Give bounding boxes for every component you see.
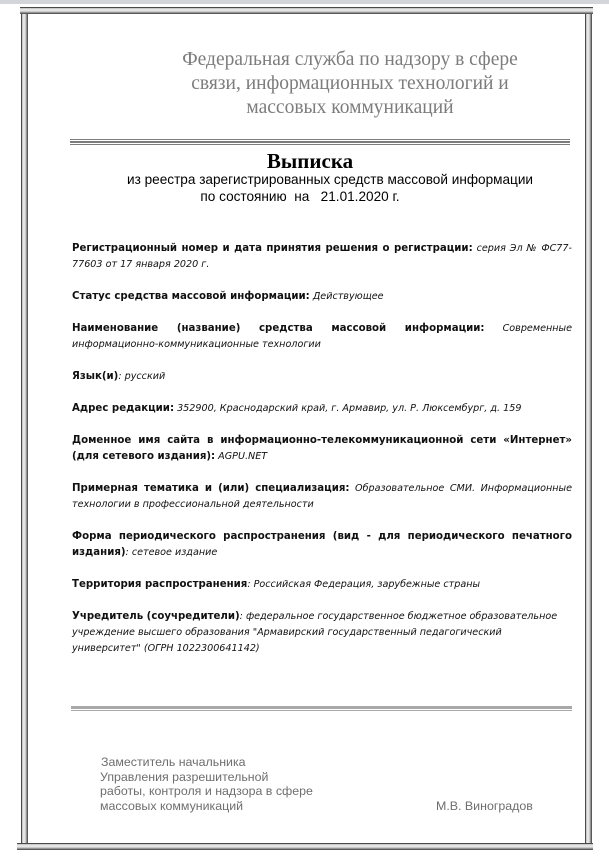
agency-line: массовых коммуникаций [246, 97, 454, 118]
field-label: Территория распространения [72, 579, 248, 590]
registry-fields [72, 241, 572, 673]
field-value: : федеральное государственное бюджетное образовательное учреждение высшего образования "Армавирский государственный педагогический университет" (ОГРН 1022300641142) [72, 611, 558, 654]
field-value: Действующее [309, 291, 384, 302]
field-value: серия Эл № ФС77-77603 от 17 января 2020 г. [72, 243, 572, 270]
field-label: Статус средства массовой информации: [72, 291, 310, 302]
field-value: 352900, Краснодарский край, г. Армавир, ул. Р. Люксембург, д. 159 [174, 403, 522, 414]
frame-border-bottom [17, 843, 593, 850]
field-value: : сетевое издание [125, 547, 218, 558]
field-label: Учредитель (соучредители) [72, 611, 240, 622]
agency-line: связи, информационных технологий и [191, 73, 509, 94]
signer-name: М.В. Виноградов [436, 799, 533, 813]
field-distribution-form [72, 529, 572, 561]
field-value: Образовательное СМИ. Информационные технологии в профессиональной деятельности [72, 483, 572, 510]
field-distribution-territory [72, 577, 572, 593]
frame-border-left [21, 14, 28, 843]
signer-position [100, 755, 360, 813]
agency-header [140, 48, 560, 120]
field-registration-number [72, 241, 572, 273]
field-topics [72, 481, 572, 513]
field-label: Форма периодического распространения (вид - для периодического печатного издания) [72, 531, 572, 558]
field-label: Адрес редакции: [72, 403, 175, 414]
signer-position-line: Заместитель начальника [101, 755, 246, 769]
field-value: : Российская Федерация, зарубежные страны [247, 579, 481, 590]
field-media-name [72, 321, 572, 353]
field-editorial-address [72, 401, 572, 417]
signer-position-line: работы, контроля и надзора в сфере [100, 784, 313, 799]
field-value: : русский [118, 371, 166, 382]
field-label: Наименование (название) средства массовой информации: [72, 323, 485, 334]
field-founder [72, 609, 572, 657]
field-domain-name [72, 433, 572, 465]
field-label: Доменное имя сайта в информационно-телекоммуникационной сети «Интернет» (для сетевого издания): [72, 435, 572, 462]
window-top-band [0, 0, 609, 4]
document-title: Выписка [266, 149, 354, 173]
field-language [72, 369, 572, 385]
footer-divider [71, 706, 572, 711]
field-status [72, 289, 572, 305]
header-divider [70, 139, 570, 145]
signer-position-line: массовых коммуникаций [100, 798, 244, 813]
field-value: Современные информационно-коммуникационные технологии [72, 323, 572, 350]
field-label: Примерная тематика и (или) специализация: [72, 483, 350, 494]
frame-border-right [585, 14, 592, 843]
document-as-of-date: по состоянию на 21.01.2020 г. [200, 189, 400, 204]
agency-line: Федеральная служба по надзору в сфере [182, 49, 518, 70]
field-label: Язык(и) [72, 371, 119, 382]
field-value: AGPU.NET [215, 451, 268, 462]
document-subtitle: из реестра зарегистрированных средств массовой информации [126, 172, 534, 187]
signer-position-line: Управления разрешительной [100, 769, 269, 784]
field-label: Регистрационный номер и дата принятия решения о регистрации: [72, 243, 473, 254]
frame-border-top [20, 7, 593, 14]
